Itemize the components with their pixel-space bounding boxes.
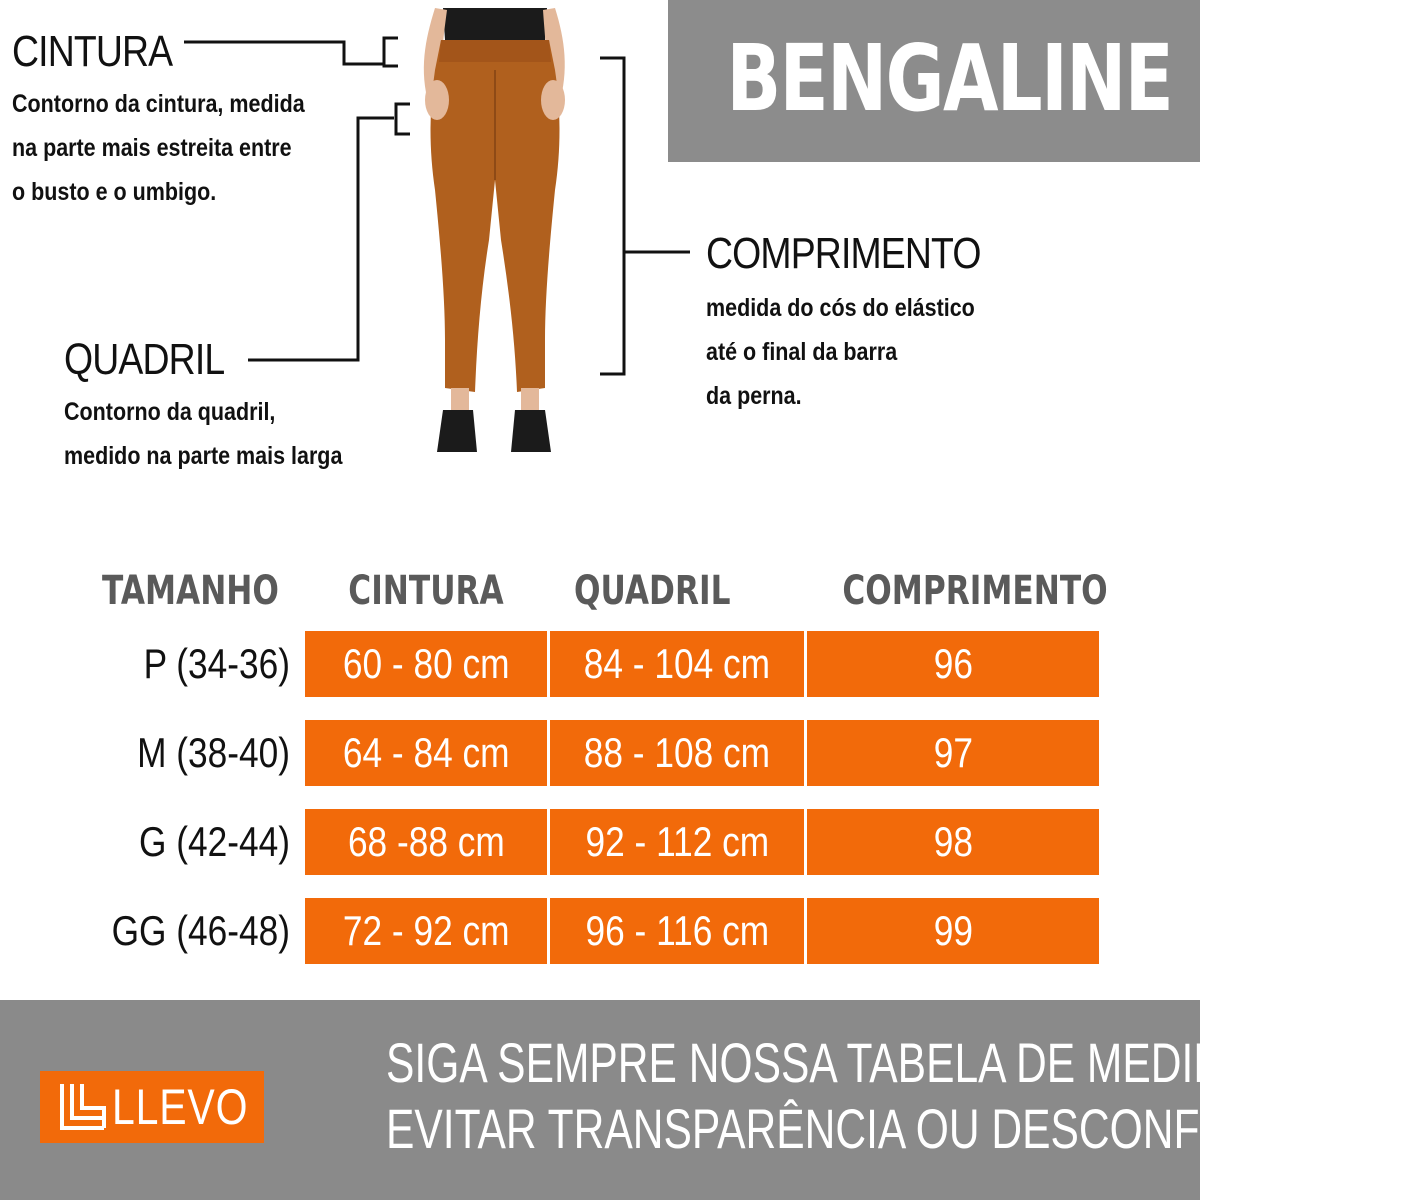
header-comprimento: COMPRIMENTO <box>842 568 1108 614</box>
header-cintura: CINTURA <box>348 568 504 614</box>
cintura-callout-title: CINTURA <box>12 27 173 76</box>
product-title: BENGALINE <box>726 25 1173 132</box>
size-label-p: P (34-36) <box>143 640 290 687</box>
quadril-callout-description: Contorno da quadril, medido na parte mais larga <box>64 398 343 470</box>
table-cell-quadril: 84 - 104 cm <box>550 631 804 697</box>
table-cell-comprimento: 99 <box>807 898 1099 964</box>
footer-message-line-2: EVITAR TRANSPARÊNCIA OU DESCONFORTO <box>386 1097 1321 1160</box>
header-tamanho: TAMANHO <box>102 568 279 614</box>
size-label-gg: GG (46-48) <box>111 907 290 954</box>
llevo-logo-icon <box>58 1082 108 1132</box>
table-cell-cintura: 72 - 92 cm <box>305 898 547 964</box>
cintura-callout-description: Contorno da cintura, medida na parte mais estreita entre o busto e o umbigo. <box>12 90 305 206</box>
table-cell-cintura: 60 - 80 cm <box>305 631 547 697</box>
table-cell-cintura: 64 - 84 cm <box>305 720 547 786</box>
comprimento-callout-description: medida do cós do elástico até o final da barra da perna. <box>706 294 975 410</box>
footer-message <box>386 1030 1405 1162</box>
table-cell-quadril: 88 - 108 cm <box>550 720 804 786</box>
header-quadril: QUADRIL <box>574 568 731 614</box>
table-cell-quadril: 96 - 116 cm <box>550 898 804 964</box>
table-cell-comprimento: 98 <box>807 809 1099 875</box>
table-cell-quadril: 92 - 112 cm <box>550 809 804 875</box>
brand-logo-text: LLEVO <box>112 1079 249 1135</box>
footer-message-line-1: SIGA SEMPRE NOSSA TABELA DE MEDIDAS PARA <box>386 1031 1405 1094</box>
table-cell-comprimento: 96 <box>807 631 1099 697</box>
size-label-m: M (38-40) <box>137 729 290 776</box>
quadril-callout-title: QUADRIL <box>64 335 225 384</box>
table-cell-comprimento: 97 <box>807 720 1099 786</box>
table-cell-cintura: 68 -88 cm <box>305 809 547 875</box>
size-label-g: G (42-44) <box>139 818 290 865</box>
comprimento-callout-title: COMPRIMENTO <box>706 229 981 278</box>
